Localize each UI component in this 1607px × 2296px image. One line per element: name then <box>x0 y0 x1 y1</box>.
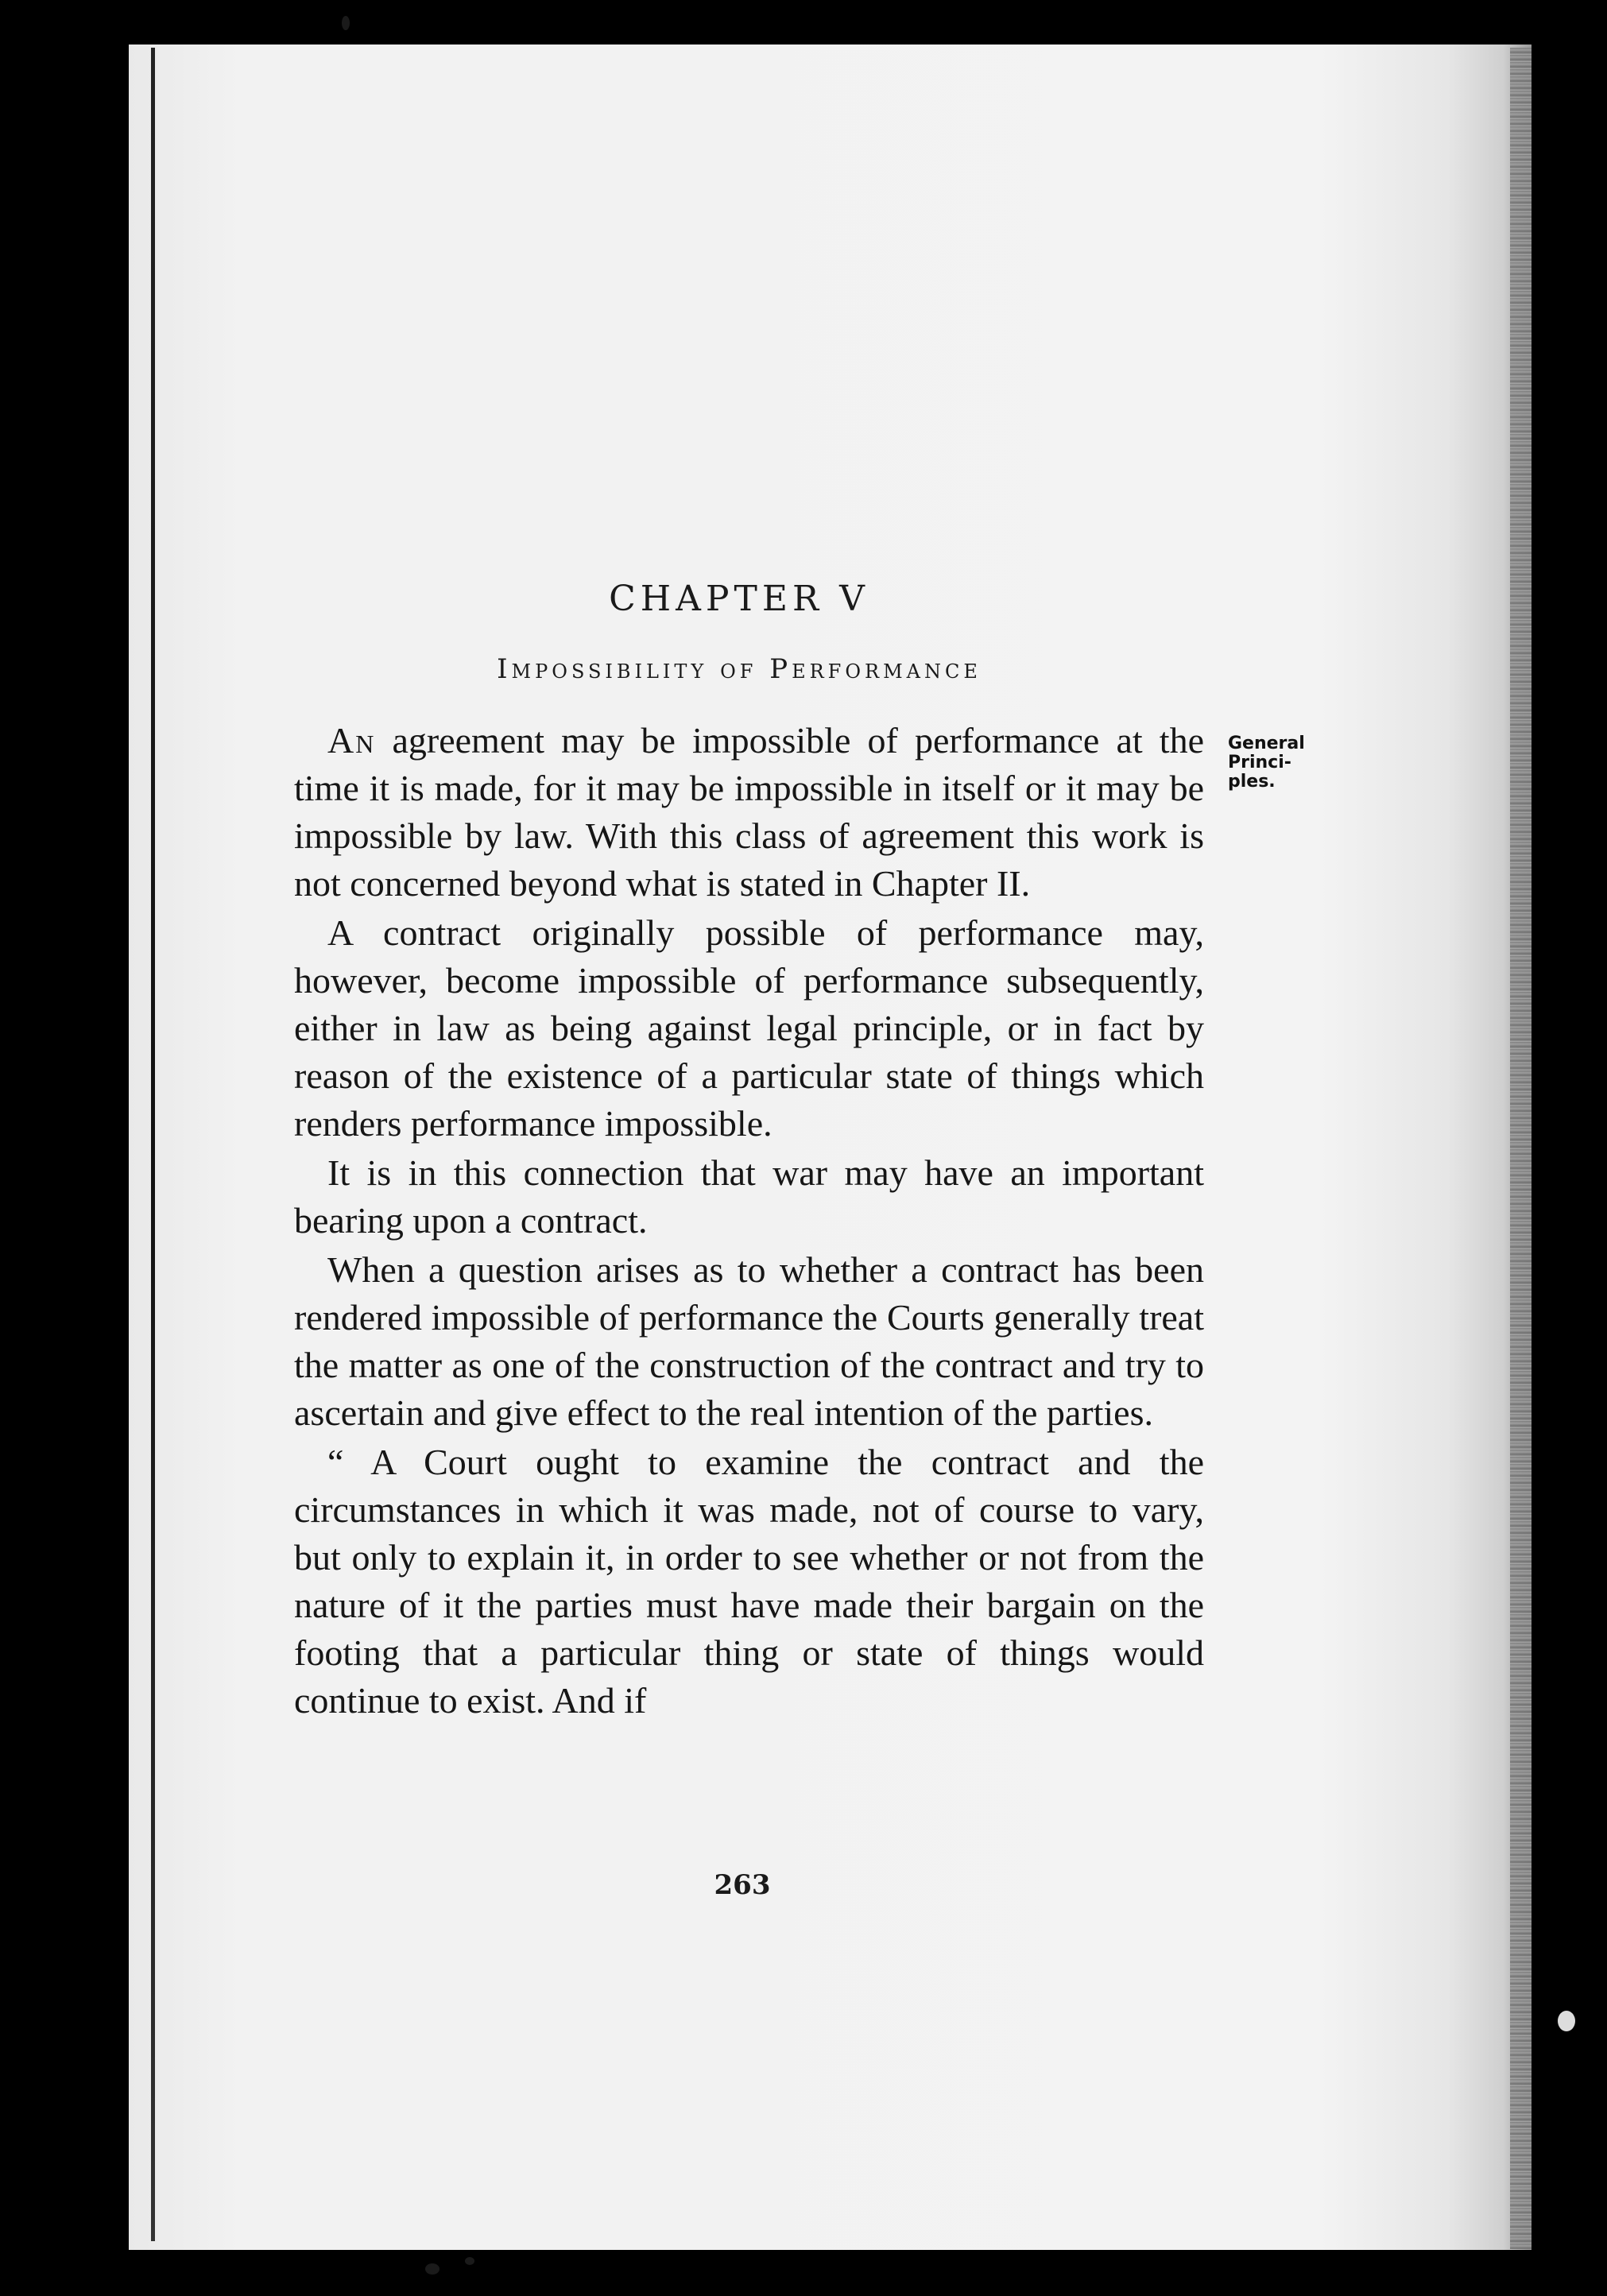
paragraph-text: It is in this connection that war may have an important bearing upon a contract. <box>294 1152 1204 1241</box>
margin-note <box>1228 734 1331 792</box>
paragraph <box>294 717 1204 908</box>
margin-note-line: Princi- <box>1228 753 1291 772</box>
paragraph <box>294 909 1204 1148</box>
scan-speck <box>342 16 350 30</box>
paragraph-lead-word: An <box>327 720 376 761</box>
page-edge-shadow <box>1510 48 1531 2249</box>
chapter-title: CHAPTER V <box>609 579 869 619</box>
paragraph-text: “ A Court ought to examine the contract and the circumstances in which it was made, not of course to vary, but only to explain it, in order to see whether or not from the nature of it the parties must have made their bargain on the footing that a particular thing or state of things would continue to exist. And if <box>294 1442 1204 1721</box>
margin-note-line: ples. <box>1228 772 1276 792</box>
paragraph-text: A contract originally possible of performance may, however, become impossible of performance subsequently, either in law as being against legal principle, or in fact by reason of the existence of a particular state of things which renders performance impossible. <box>294 912 1204 1144</box>
paragraph-text: agreement may be impossible of performance at the time it is made, for it may be impossible in itself or it may be impossible by law. With this class of agreement this work is not concerned beyond what is stated in Chapter II. <box>294 720 1204 904</box>
paragraph <box>294 1438 1204 1725</box>
scan-speck <box>1558 2011 1575 2031</box>
paragraph <box>294 1246 1204 1437</box>
chapter-subtitle: Impossibility of Performance <box>497 653 982 685</box>
body-text <box>294 717 1204 1726</box>
page-gutter-line <box>151 48 155 2241</box>
margin-note-line: General <box>1228 734 1305 753</box>
scan-speck <box>465 2257 474 2265</box>
paragraph <box>294 1149 1204 1245</box>
scan-speck <box>425 2263 440 2275</box>
page-number: 263 <box>714 1869 771 1901</box>
paragraph-text: When a question arises as to whether a contract has been rendered impossible of performance the Courts generally treat the matter as one of the construction of the contract and try to ascertain and give effect to the real intention of the parties. <box>294 1249 1204 1433</box>
